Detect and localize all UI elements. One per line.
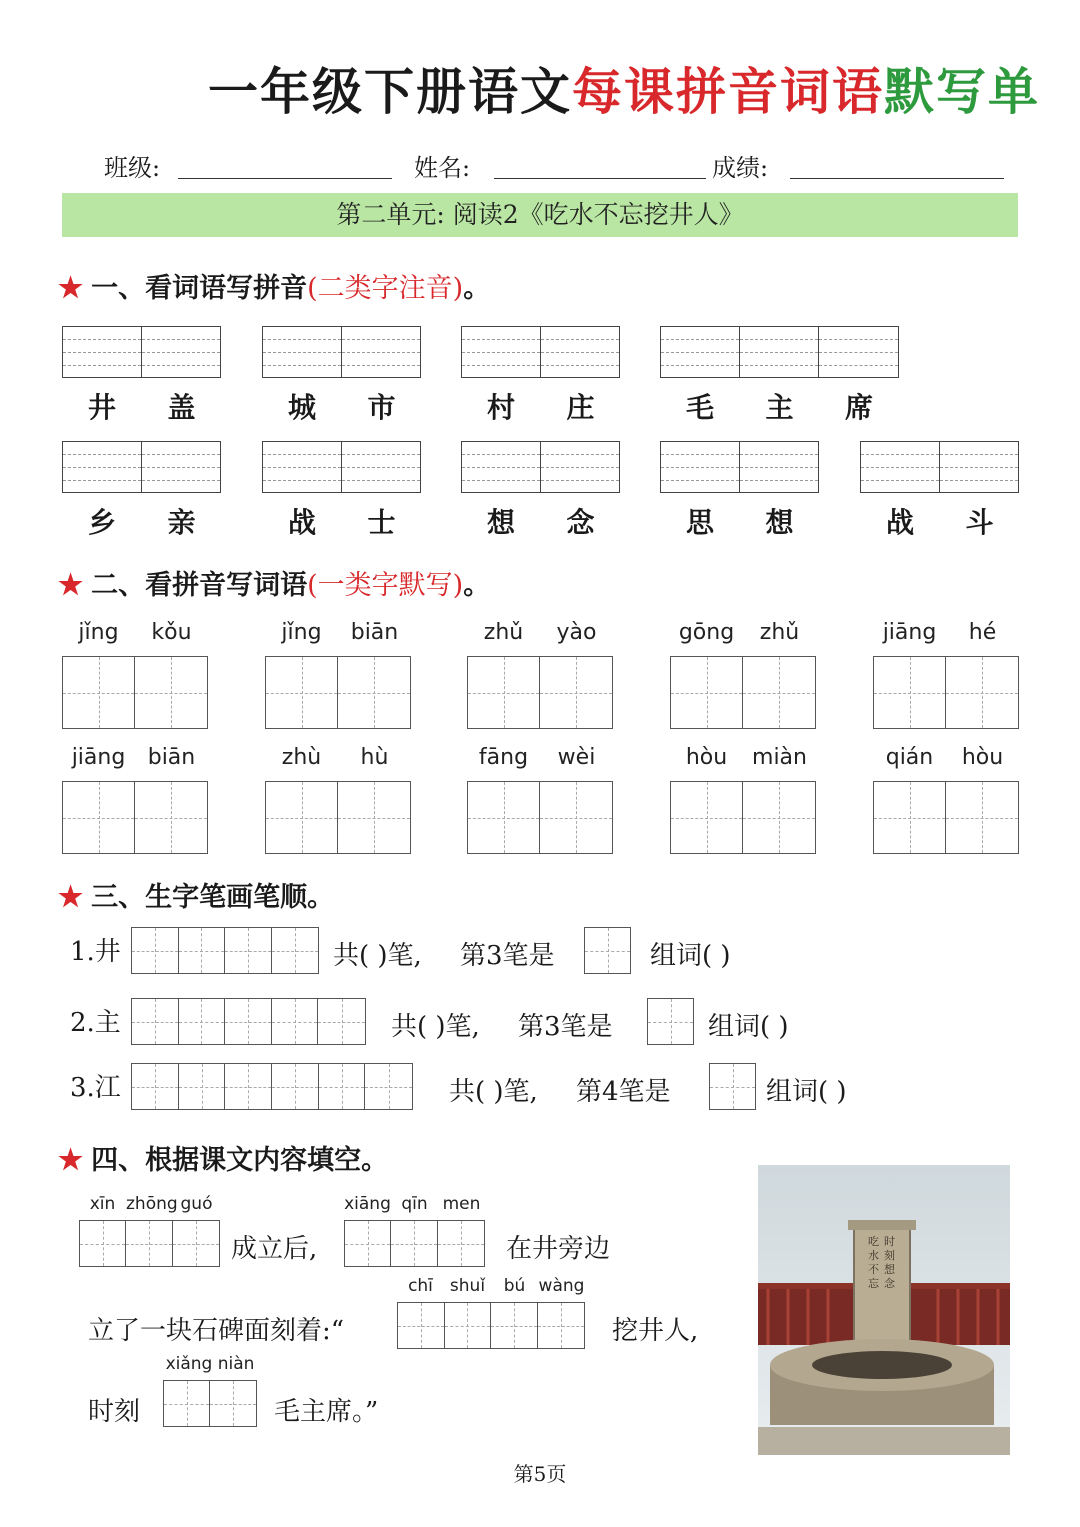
svg-text:想: 想 (884, 1263, 895, 1276)
tianzige-cell[interactable] (80, 1221, 126, 1266)
vocab-character: 念 (566, 506, 595, 539)
tianzige-box[interactable] (62, 781, 208, 854)
fill-text: 成立后, (231, 1234, 318, 1264)
tianzige-box[interactable] (62, 656, 208, 729)
score-label: 成绩: (712, 154, 769, 182)
section2-end: 。 (463, 570, 491, 601)
pinyin-label: jǐng (78, 620, 119, 645)
pinyin-label: kǒu (151, 620, 192, 645)
pinyin-writing-box[interactable] (461, 441, 620, 493)
stroke-item-label: 2.主 (70, 1008, 121, 1038)
vocab-character: 亲 (167, 506, 196, 539)
vocab-character: 井 (87, 391, 116, 424)
tianzige-cell[interactable] (338, 782, 410, 853)
pinyin-label: yào (556, 620, 597, 645)
pinyin-label: guó (180, 1194, 213, 1214)
pinyin-label: qián (885, 745, 934, 770)
tianzige-box[interactable] (131, 998, 366, 1045)
word-blank[interactable]: 组词( ) (708, 1012, 789, 1042)
tianzige-cell[interactable] (63, 657, 135, 728)
tianzige-cell[interactable] (126, 1221, 172, 1266)
vocab-character: 毛 (685, 391, 714, 424)
pinyin-cell[interactable] (740, 442, 818, 492)
title-part-green: 默写单 (884, 62, 1040, 121)
tianzige-cell[interactable] (272, 1064, 319, 1109)
fill-text: 挖井人, (612, 1316, 699, 1346)
tianzige-cell[interactable] (398, 1303, 445, 1348)
pinyin-label: qīn (401, 1194, 428, 1214)
section3-title: 三、生字笔画笔顺。 (91, 882, 335, 913)
pinyin-cell[interactable] (819, 327, 897, 377)
tianzige-cell[interactable] (63, 782, 135, 853)
class-field[interactable] (178, 178, 392, 179)
tianzige-cell[interactable] (468, 657, 540, 728)
star-icon: ★ (58, 880, 84, 913)
tianzige-cell[interactable] (225, 928, 272, 973)
tianzige-cell[interactable] (743, 782, 815, 853)
title-part-red: 每课拼音词语 (572, 62, 884, 121)
pinyin-cell[interactable] (462, 327, 541, 377)
fill-text: 在井旁边 (506, 1234, 611, 1264)
pinyin-label: xiāng (344, 1194, 391, 1214)
tianzige-cell[interactable] (179, 999, 226, 1044)
pinyin-label: jǐng (281, 620, 322, 645)
name-field[interactable] (494, 178, 706, 179)
tianzige-cell[interactable] (710, 1064, 755, 1109)
section2-note: (一类字默写) (307, 570, 464, 601)
pinyin-label: xiǎng niàn (165, 1354, 255, 1374)
title-part-black: 一年级下册语文 (208, 62, 572, 121)
svg-text:吃: 吃 (868, 1235, 879, 1248)
tianzige-cell[interactable] (179, 928, 226, 973)
vocab-character: 村 (486, 391, 515, 424)
pinyin-label: men (442, 1194, 481, 1214)
section1-end: 。 (463, 273, 491, 304)
stroke-count-blank[interactable]: 共( )笔, (391, 1012, 480, 1042)
pinyin-cell[interactable] (661, 327, 740, 377)
fill-text: 毛主席。” (274, 1397, 379, 1427)
pinyin-writing-box[interactable] (62, 441, 221, 493)
pinyin-cell[interactable] (63, 327, 142, 377)
tianzige-cell[interactable] (132, 928, 179, 973)
pinyin-label: hé (968, 620, 997, 645)
pinyin-label: fāng (478, 745, 529, 770)
tianzige-cell[interactable] (132, 999, 179, 1044)
nth-stroke-label: 第3笔是 (518, 1012, 613, 1042)
pinyin-label: zhǔ (759, 620, 800, 645)
tianzige-cell[interactable] (179, 1064, 226, 1109)
pinyin-label: biān (147, 745, 196, 770)
pinyin-writing-box[interactable] (62, 326, 221, 378)
pinyin-cell[interactable] (142, 442, 220, 492)
tianzige-cell[interactable] (210, 1381, 256, 1426)
pinyin-cell[interactable] (541, 442, 619, 492)
pinyin-writing-box[interactable] (262, 441, 421, 493)
section3-header (58, 875, 334, 914)
pinyin-writing-box[interactable] (660, 326, 899, 378)
pinyin-label: xīn (89, 1194, 116, 1214)
page-number: 第5页 (513, 1462, 567, 1486)
tianzige-box[interactable] (344, 1220, 485, 1267)
vocab-character: 战 (885, 506, 914, 539)
star-icon: ★ (58, 271, 84, 304)
fill-text: 立了一块石碑面刻着:“ (88, 1316, 345, 1346)
pinyin-cell[interactable] (861, 442, 940, 492)
tianzige-box[interactable] (467, 656, 613, 729)
vocab-character: 战 (287, 506, 316, 539)
vocab-character: 席 (844, 391, 873, 424)
pinyin-cell[interactable] (940, 442, 1018, 492)
tianzige-cell[interactable] (648, 999, 693, 1044)
svg-text:水: 水 (868, 1249, 879, 1262)
class-label: 班级: (104, 154, 161, 182)
pinyin-label: wèi (557, 745, 596, 770)
vocab-character: 市 (367, 391, 396, 424)
pinyin-cell[interactable] (263, 442, 342, 492)
section2-title: 二、看拼音写词语 (91, 570, 308, 601)
tianzige-cell[interactable] (538, 1303, 584, 1348)
tianzige-box[interactable] (131, 927, 319, 974)
tianzige-box[interactable] (584, 927, 631, 974)
nth-stroke-label: 第4笔是 (576, 1077, 671, 1107)
tianzige-box[interactable] (670, 781, 816, 854)
tianzige-cell[interactable] (135, 782, 207, 853)
tianzige-cell[interactable] (540, 657, 612, 728)
vocab-character: 盖 (167, 391, 196, 424)
tianzige-cell[interactable] (225, 1064, 272, 1109)
tianzige-cell[interactable] (874, 657, 946, 728)
tianzige-box[interactable] (131, 1063, 413, 1110)
tianzige-cell[interactable] (272, 999, 319, 1044)
pinyin-label: bú (503, 1276, 526, 1296)
pinyin-writing-box[interactable] (262, 326, 421, 378)
score-field[interactable] (790, 178, 1004, 179)
pinyin-label: shuǐ (449, 1276, 486, 1296)
stroke-item-label: 3.江 (70, 1073, 121, 1103)
pinyin-label: gōng (678, 620, 735, 645)
svg-text:时: 时 (884, 1235, 895, 1248)
tianzige-box[interactable] (647, 998, 694, 1045)
pinyin-writing-box[interactable] (660, 441, 819, 493)
pinyin-cell[interactable] (63, 442, 142, 492)
svg-text:忘: 忘 (868, 1277, 879, 1290)
pinyin-cell[interactable] (661, 442, 740, 492)
section1-note: (二类字注音) (307, 273, 464, 304)
pinyin-writing-box[interactable] (860, 441, 1019, 493)
nth-stroke-label: 第3笔是 (460, 941, 555, 971)
tianzige-box[interactable] (265, 656, 411, 729)
pinyin-label: hù (360, 745, 389, 770)
tianzige-cell[interactable] (743, 657, 815, 728)
star-icon: ★ (58, 568, 84, 601)
pinyin-label: chī (408, 1276, 433, 1296)
pinyin-label: jiāng (71, 745, 126, 770)
page-title (208, 52, 1040, 124)
section1-title: 一、看词语写拼音 (91, 273, 308, 304)
section4-title: 四、根据课文内容填空。 (91, 1145, 389, 1176)
tianzige-box[interactable] (670, 656, 816, 729)
pinyin-label: jiāng (882, 620, 937, 645)
pinyin-writing-box[interactable] (461, 326, 620, 378)
tianzige-cell[interactable] (319, 1064, 366, 1109)
well-stone-image (758, 1165, 1010, 1455)
tianzige-cell[interactable] (445, 1303, 492, 1348)
tianzige-cell[interactable] (338, 657, 410, 728)
tianzige-cell[interactable] (671, 657, 743, 728)
pinyin-cell[interactable] (342, 327, 420, 377)
tianzige-cell[interactable] (438, 1221, 484, 1266)
pinyin-label: zhǔ (483, 620, 524, 645)
pinyin-cell[interactable] (263, 327, 342, 377)
vocab-character: 士 (367, 506, 396, 539)
tianzige-cell[interactable] (391, 1221, 437, 1266)
name-label: 姓名: (414, 154, 471, 182)
stroke-count-blank[interactable]: 共( )笔, (449, 1077, 538, 1107)
tianzige-cell[interactable] (491, 1303, 538, 1348)
tianzige-cell[interactable] (173, 1221, 219, 1266)
section4-header (58, 1138, 388, 1177)
tianzige-box[interactable] (397, 1302, 585, 1349)
pinyin-label: zhōng (126, 1194, 178, 1214)
pinyin-label: hòu (685, 745, 728, 770)
vocab-character: 主 (765, 391, 794, 424)
tianzige-box[interactable] (265, 781, 411, 854)
section1-header (58, 266, 490, 305)
svg-text:刻: 刻 (884, 1249, 895, 1262)
pinyin-label: zhù (281, 745, 322, 770)
word-blank[interactable]: 组词( ) (650, 941, 731, 971)
svg-text:不: 不 (868, 1263, 879, 1276)
tianzige-cell[interactable] (365, 1064, 412, 1109)
tianzige-box[interactable] (709, 1063, 756, 1110)
tianzige-cell[interactable] (135, 657, 207, 728)
tianzige-cell[interactable] (225, 999, 272, 1044)
stroke-item-label: 1.井 (70, 937, 121, 967)
pinyin-label: wàng (538, 1276, 585, 1296)
vocab-character: 思 (685, 506, 714, 539)
pinyin-label: miàn (752, 745, 807, 770)
vocab-character: 想 (765, 506, 794, 539)
tianzige-cell[interactable] (164, 1381, 210, 1426)
vocab-character: 斗 (965, 506, 994, 539)
stroke-count-blank[interactable]: 共( )笔, (333, 941, 422, 971)
tianzige-box[interactable] (873, 656, 1019, 729)
tianzige-cell[interactable] (132, 1064, 179, 1109)
tianzige-cell[interactable] (540, 782, 612, 853)
svg-text:念: 念 (884, 1277, 895, 1290)
tianzige-cell[interactable] (946, 657, 1018, 728)
pinyin-label: hòu (961, 745, 1004, 770)
unit-banner: 第二单元: 阅读2《吃水不忘挖井人》 (62, 193, 1018, 237)
section2-header (58, 563, 490, 602)
tianzige-cell[interactable] (266, 657, 338, 728)
pinyin-cell[interactable] (462, 442, 541, 492)
star-icon: ★ (58, 1143, 84, 1176)
tianzige-box[interactable] (467, 781, 613, 854)
fill-text: 时刻 (88, 1397, 141, 1427)
tianzige-cell[interactable] (671, 782, 743, 853)
tianzige-cell[interactable] (585, 928, 630, 973)
tianzige-cell[interactable] (345, 1221, 391, 1266)
tianzige-cell[interactable] (266, 782, 338, 853)
tianzige-cell[interactable] (468, 782, 540, 853)
tianzige-cell[interactable] (318, 999, 365, 1044)
pinyin-cell[interactable] (541, 327, 619, 377)
well-photo (758, 1165, 1010, 1455)
vocab-character: 乡 (87, 506, 116, 539)
tianzige-box[interactable] (873, 781, 1019, 854)
vocab-character: 想 (486, 506, 515, 539)
pinyin-cell[interactable] (142, 327, 220, 377)
tianzige-cell[interactable] (272, 928, 318, 973)
pinyin-cell[interactable] (740, 327, 819, 377)
vocab-character: 城 (287, 391, 316, 424)
tianzige-box[interactable] (79, 1220, 220, 1267)
vocab-character: 庄 (566, 391, 595, 424)
pinyin-label: biān (350, 620, 399, 645)
tianzige-cell[interactable] (946, 782, 1018, 853)
tianzige-cell[interactable] (874, 782, 946, 853)
pinyin-cell[interactable] (342, 442, 420, 492)
word-blank[interactable]: 组词( ) (766, 1077, 847, 1107)
tianzige-box[interactable] (163, 1380, 257, 1427)
